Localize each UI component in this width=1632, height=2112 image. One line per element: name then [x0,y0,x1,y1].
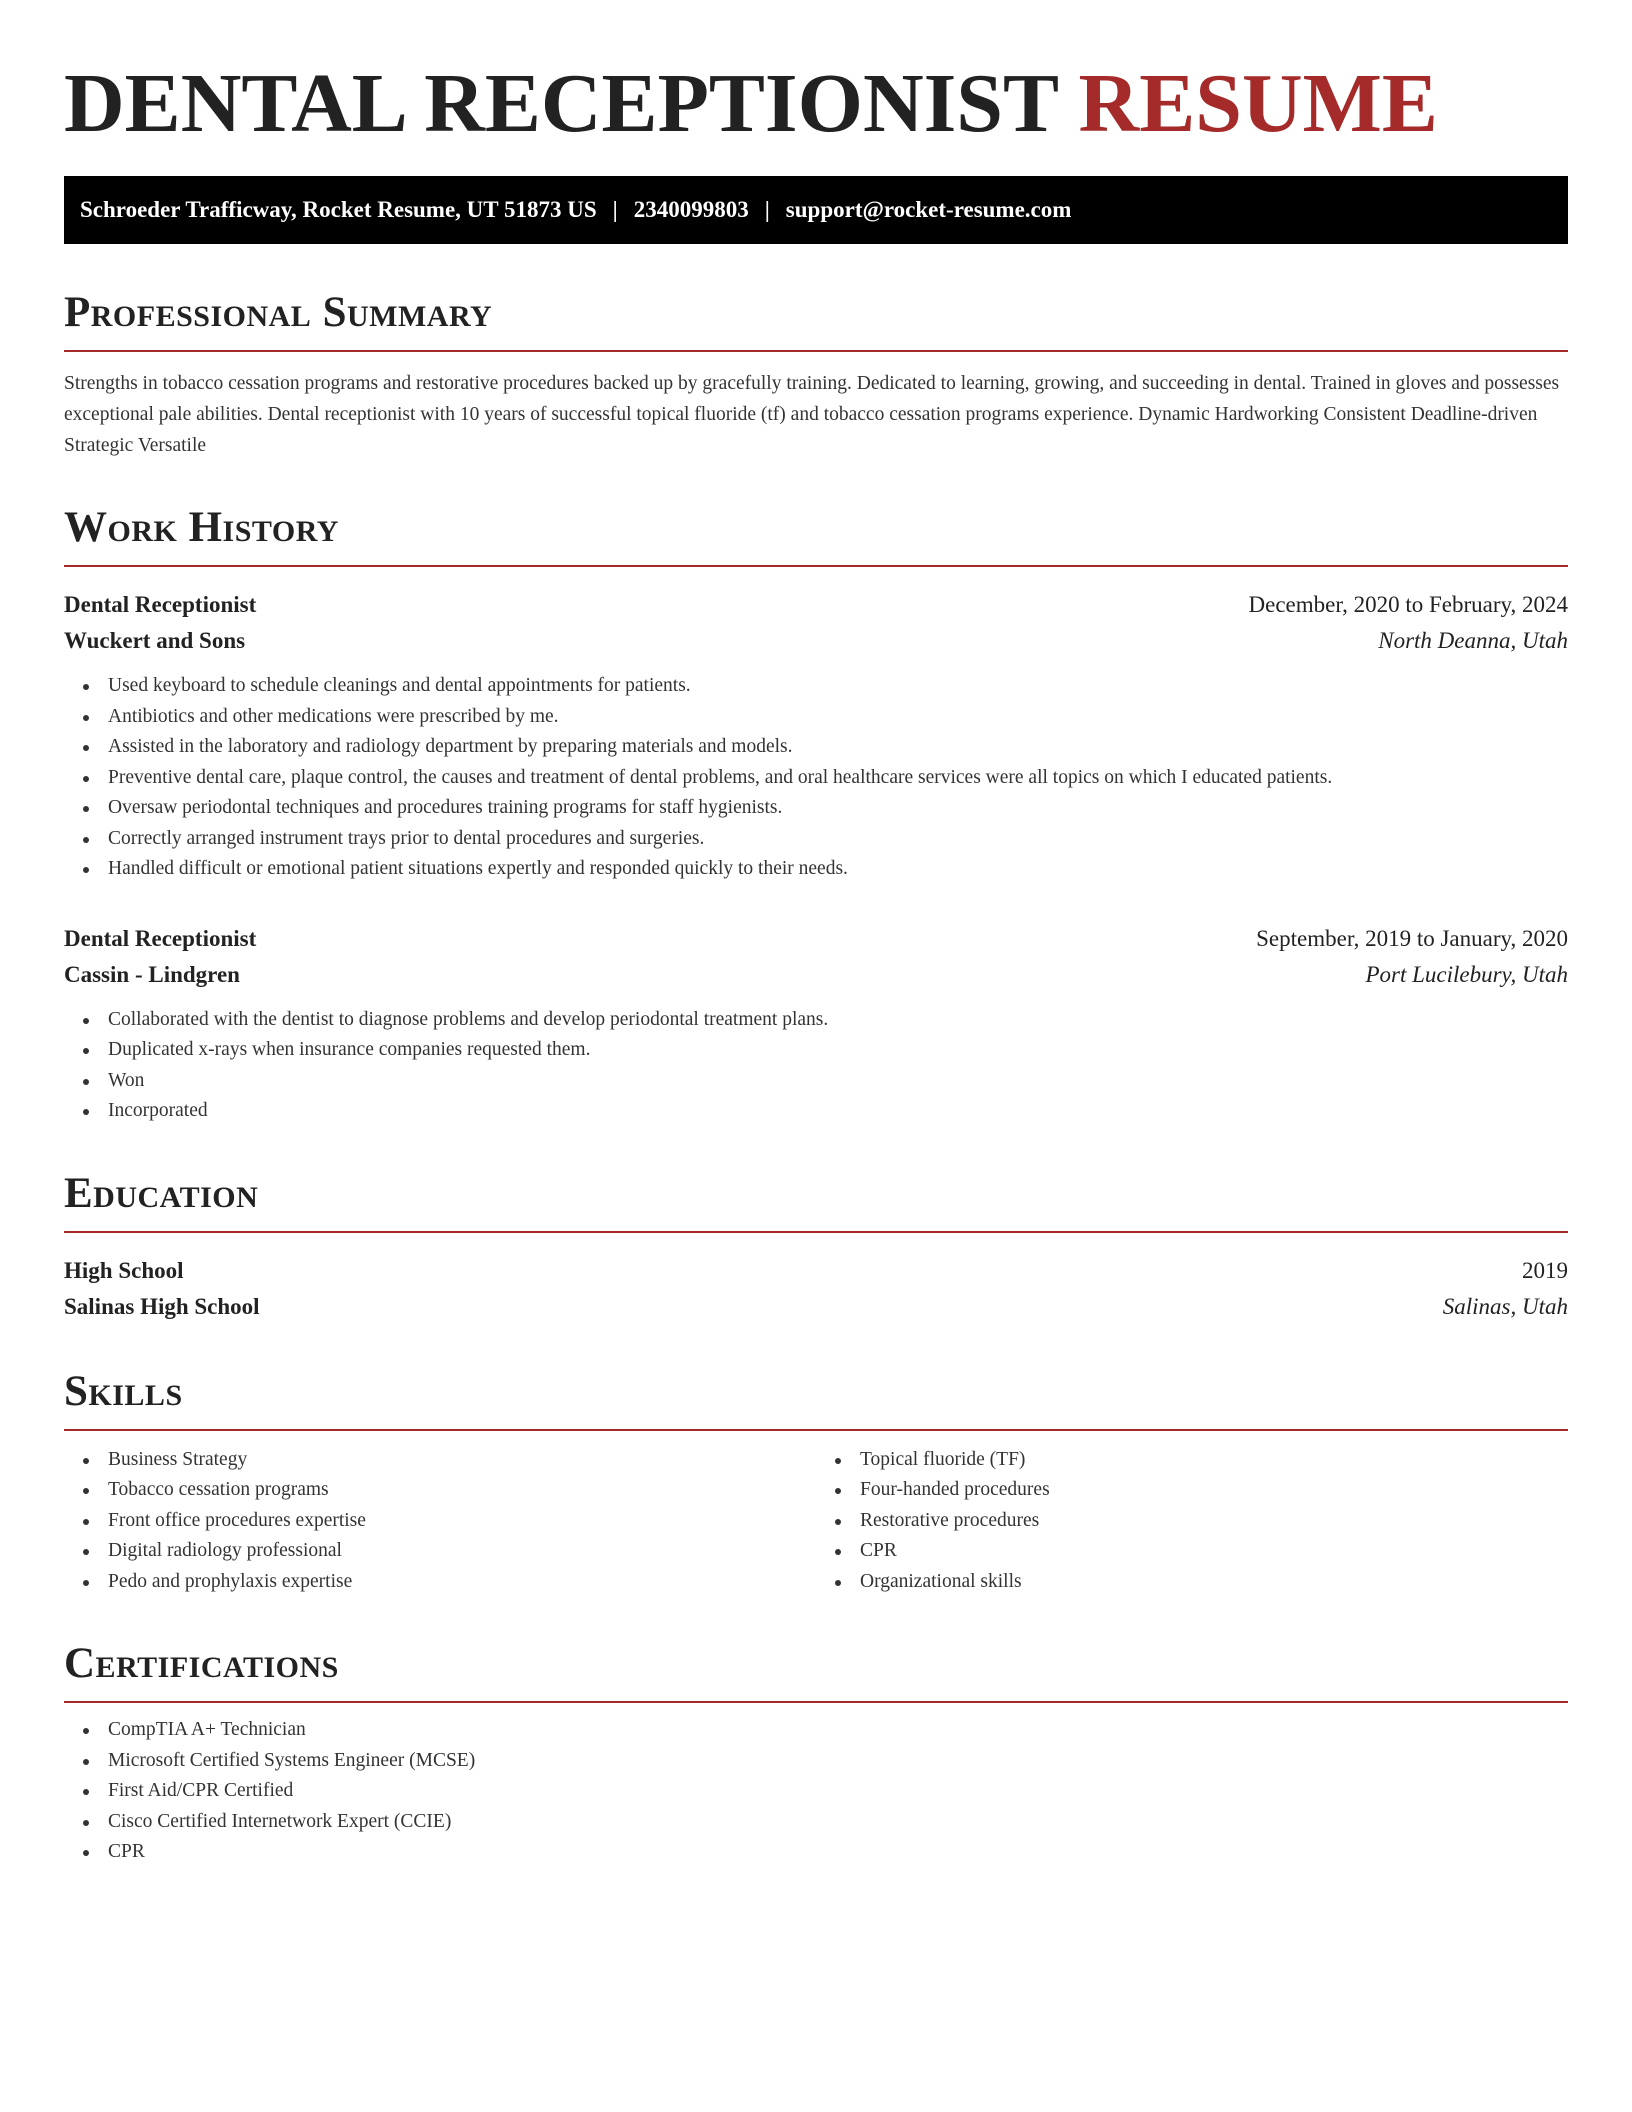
job-bullet: Duplicated x-rays when insurance companies requested them. [108,1035,1568,1066]
job-title: Dental Receptionist [64,925,257,951]
job-bullet: Won [108,1066,1568,1097]
certifications-section [64,1637,1568,1868]
job-title-row [64,587,1568,623]
job-bullet: Incorporated [108,1096,1568,1127]
section-divider [64,1231,1568,1233]
skill-item: Business Strategy [108,1445,816,1476]
job-company: Cassin - Lindgren [64,961,240,987]
education-section [64,1167,1568,1325]
certifications-list [64,1715,1568,1868]
skill-item: Digital radiology professional [108,1536,816,1567]
certifications-heading: Certifications [64,1640,339,1687]
job-bullets [64,1005,1568,1127]
education-year: 2019 [1522,1257,1568,1283]
education-degree-row [64,1253,1568,1289]
title-accent: RESUME [1078,57,1438,150]
job-dates: September, 2019 to January, 2020 [1256,925,1568,951]
job-entry [64,587,1568,885]
summary-text: Strengths in tobacco cessation programs and restorative procedures backed up by gracefully training. Dedicated to learning, growing, and succeeding in dental. Trained in gloves and possesses exceptional pale abilities. Dental receptionist with 10 years of successful topical fluoride (tf) and tobacco cessation programs experience. Dynamic Hardworking Consistent Deadline-driven Strategic Versatile [64,373,1560,456]
job-bullet: Used keyboard to schedule cleanings and dental appointments for patients. [108,671,1568,702]
contact-separator: | [764,197,770,222]
education-degree: High School [64,1257,184,1283]
job-company-row [64,623,1568,659]
skills-list-right [816,1445,1568,1598]
job-bullet: Preventive dental care, plaque control, the causes and treatment of dental problems, and oral healthcare services were all topics on which I educated patients. [108,763,1568,794]
skill-item: Restorative procedures [860,1506,1568,1537]
job-location: North Deanna, Utah [1378,628,1568,653]
education-entry [64,1253,1568,1325]
certification-item: CPR [108,1837,1568,1868]
contact-separator: | [612,197,618,222]
job-company-row [64,957,1568,993]
work-history-heading: Work History [64,504,339,551]
skills-section [64,1365,1568,1598]
education-location: Salinas, Utah [1442,1293,1568,1319]
job-title-row [64,921,1568,957]
skill-item: Tobacco cessation programs [108,1475,816,1506]
job-bullet: Handled difficult or emotional patient situations expertly and responded quickly to their needs. [108,854,1568,885]
education-school: Salinas High School [64,1293,260,1319]
job-dates: December, 2020 to February, 2024 [1248,592,1568,617]
job-bullet: Antibiotics and other medications were prescribed by me. [108,702,1568,733]
certification-item: CompTIA A+ Technician [108,1715,1568,1746]
skill-item: CPR [860,1536,1568,1567]
summary-section [64,286,1568,461]
resume-title [64,54,1568,154]
skill-item: Pedo and prophylaxis expertise [108,1567,816,1598]
summary-heading: Professional Summary [64,289,493,336]
job-location: Port Lucilebury, Utah [1365,961,1568,987]
skills-list-left [64,1445,816,1598]
skill-item: Topical fluoride (TF) [860,1445,1568,1476]
contact-phone[interactable]: 2340099803 [633,197,749,222]
section-divider [64,350,1568,352]
contact-bar [64,176,1568,244]
section-divider [64,1701,1568,1703]
job-bullet: Oversaw periodontal techniques and procedures training programs for staff hygienists. [108,793,1568,824]
job-bullets [64,671,1568,885]
contact-address: Schroeder Trafficway, Rocket Resume, UT 51873 US [80,197,597,222]
education-heading: Education [64,1169,259,1217]
job-entry [64,921,1568,1127]
skills-columns [64,1445,1568,1598]
skill-item: Organizational skills [860,1567,1568,1598]
job-bullet: Assisted in the laboratory and radiology department by preparing materials and models. [108,732,1568,763]
job-bullet: Correctly arranged instrument trays prior to dental procedures and surgeries. [108,824,1568,855]
education-school-row [64,1289,1568,1325]
job-bullet: Collaborated with the dentist to diagnose problems and develop periodontal treatment plans. [108,1005,1568,1036]
certification-item: First Aid/CPR Certified [108,1776,1568,1807]
job-company: Wuckert and Sons [64,628,246,653]
skill-item: Four-handed procedures [860,1475,1568,1506]
section-divider [64,565,1568,567]
contact-email[interactable]: support@rocket-resume.com [785,197,1072,222]
work-history-section [64,501,1568,1127]
section-divider [64,1429,1568,1431]
title-main: DENTAL RECEPTIONIST [64,57,1058,150]
job-title: Dental Receptionist [64,592,257,617]
certification-item: Cisco Certified Internetwork Expert (CCIE) [108,1807,1568,1838]
certification-item: Microsoft Certified Systems Engineer (MCSE) [108,1746,1568,1777]
skills-heading: Skills [64,1367,183,1415]
skill-item: Front office procedures expertise [108,1506,816,1537]
